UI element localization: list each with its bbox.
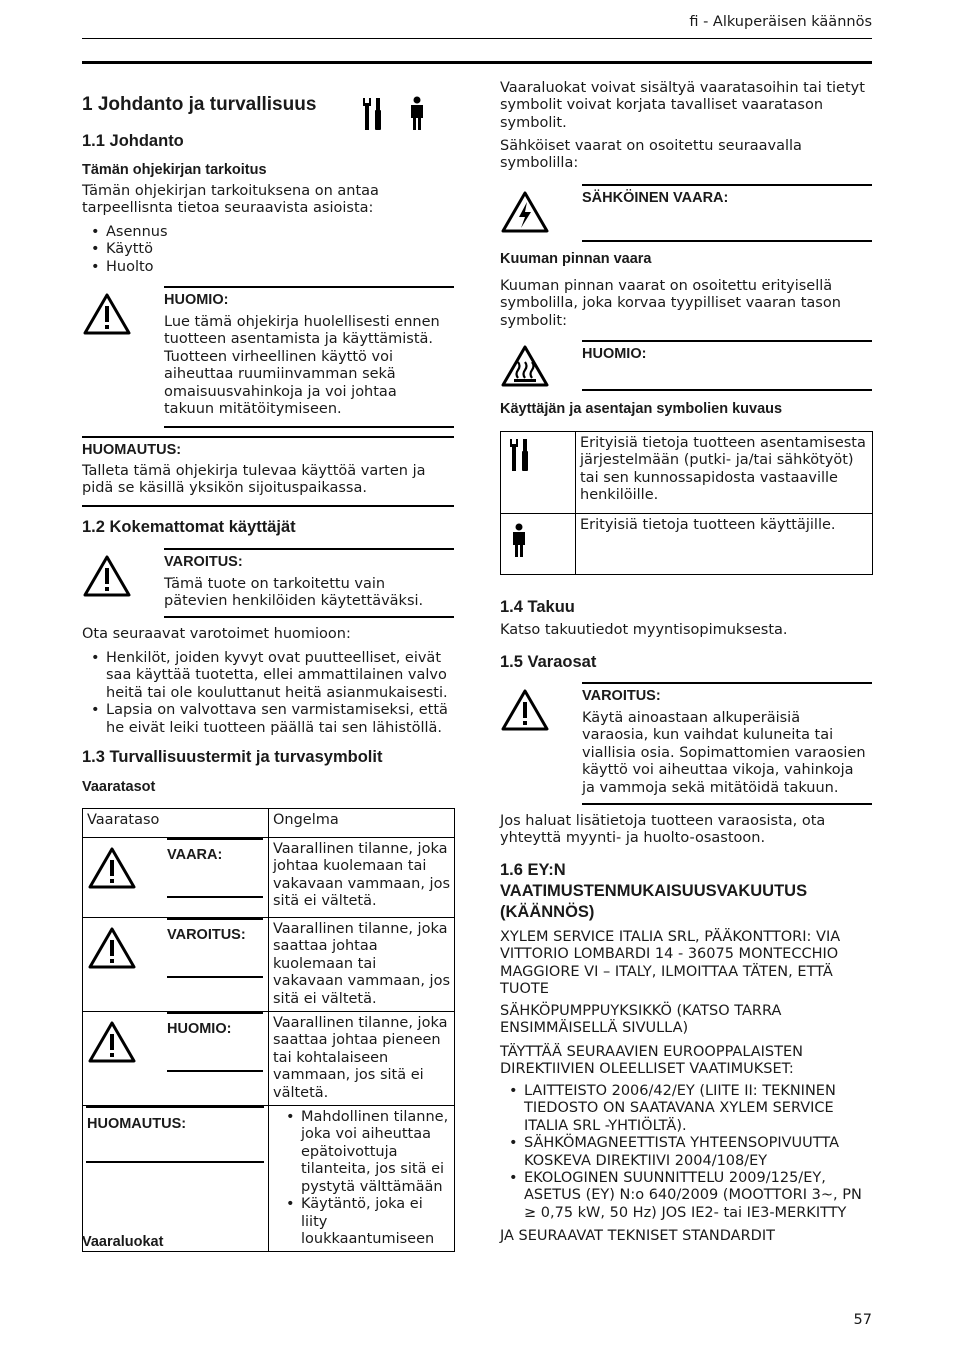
- note-label: VAROITUS:: [164, 554, 243, 570]
- hot-surface-icon: [500, 344, 550, 388]
- warning-triangle-icon: [82, 292, 132, 336]
- note-rule: [167, 918, 263, 920]
- ec-directives-list: [500, 1083, 872, 1222]
- list-item: • Käytäntö, joka ei liity loukkaantumiseen: [277, 1196, 450, 1248]
- note-label: VAROITUS:: [582, 688, 661, 704]
- header-rule: [82, 38, 872, 39]
- symbol-description: Erityisiä tietoja tuotteen asentamisesta järjestelmään (putki- ja/tai sähkötyöt) tai sen kunnossapidosta vastaaville henkilöille.: [576, 432, 873, 514]
- list-item: • Mahdollinen tilanne, joka voi aiheuttaa epätoivottuja tilanteita, jos sitä ei pystytä välttämään: [277, 1109, 450, 1196]
- symbol-description: Erityisiä tietoja tuotteen käyttäjille.: [576, 514, 873, 575]
- precautions-list: [82, 650, 454, 737]
- section-1-5-title: 1.5 Varaosat: [500, 653, 597, 671]
- person-icon: [509, 523, 529, 559]
- note-rule: [164, 548, 454, 550]
- note-rule: [167, 896, 263, 898]
- note-rule: [582, 184, 872, 186]
- ec-paragraph: TÄYTTÄÄ SEURAAVIEN EUROOPPALAISTEN DIREKTIIVIEN OLEELLISET VAATIMUKSET:: [500, 1044, 803, 1078]
- varoitus-note: [82, 548, 454, 620]
- hot-note: [500, 340, 872, 392]
- warning-triangle-icon: [87, 1020, 137, 1064]
- list-item: • LAITTEISTO 2006/42/EY (LIITE II: TEKNINEN TIEDOSTO ON SAATAVANA XYLEM SERVICE ITALIA SRL -YHTIÖLTÄ).: [500, 1083, 872, 1135]
- list-item: • EKOLOGINEN SUUNNITTELU 2009/125/EY, ASETUS (EY) N:o 640/2009 (MOOTTORI 3~, PN ≥ 0,75 kW, 50 Hz) JOS IE2- tai IE3-MERKITTY: [500, 1170, 872, 1222]
- section-1-4-title: 1.4 Takuu: [500, 598, 575, 616]
- note-rule: [167, 976, 263, 978]
- note-rule: [582, 682, 872, 684]
- note-rule: [82, 505, 454, 507]
- note-rule: [582, 240, 872, 242]
- level-description: Vaarallinen tilanne, joka saattaa johtaa pieneen tai kohtalaiseen vammaan, jos sitä ei vältetä.: [269, 1012, 455, 1106]
- chapter-title: 1 Johdanto ja turvallisuus: [82, 94, 317, 115]
- level-label: HUOMIO:: [167, 1021, 232, 1038]
- note-rule: [164, 426, 454, 428]
- list-item: • Lapsia on valvottava sen varmistamiseksi, että he eivät leiki tuotteen päällä tai sen lähistöllä.: [82, 702, 454, 737]
- warning-triangle-icon: [87, 926, 137, 970]
- symbol-cell: [501, 432, 576, 514]
- note-rule: [82, 436, 454, 438]
- hot-heading: Kuuman pinnan vaara: [500, 251, 652, 267]
- level-label: HUOMAUTUS:: [87, 1116, 187, 1133]
- note-rule: [582, 803, 872, 805]
- spare-varoitus-note: [500, 682, 872, 806]
- list-item: • Henkilöt, joiden kyvyt ovat puutteelliset, eivät saa käyttää tuotetta, ellei ammattilainen valvo heitä tai ole kouluttanut heitä asianmukaisesti.: [82, 650, 454, 702]
- purpose-text: Tämän ohjekirjan tarkoituksena on antaa tarpeellisnta tietoa seuraavista asioista:: [82, 183, 379, 217]
- note-rule: [164, 286, 454, 288]
- section-1-3-title: 1.3 Turvallisuustermit ja turvasymbolit: [82, 748, 383, 766]
- note-rule: [167, 1012, 263, 1014]
- level-cell: [83, 1106, 269, 1252]
- running-header: fi - Alkuperäisen käännös: [689, 14, 872, 30]
- table-header: Ongelma: [269, 809, 455, 838]
- note-rule: [86, 1161, 264, 1163]
- electric-text: Sähköiset vaarat on osoitettu seuraavalla symbolilla:: [500, 138, 802, 172]
- warning-triangle-icon: [87, 846, 137, 890]
- symbol-cell: [501, 514, 576, 575]
- note-rule: [167, 1070, 263, 1072]
- ec-paragraph: XYLEM SERVICE ITALIA SRL, PÄÄKONTTORI: VIA VITTORIO LOMBARDI 14 - 36075 MONTECCHIO MAGGIORE VI – ITALY, ILMOITTAA TÄTEN, ETTÄ TUOTE: [500, 929, 841, 998]
- table-row: [501, 514, 873, 575]
- levels-heading: Vaaratasot: [82, 779, 156, 795]
- hazard-level-table: [82, 808, 455, 1252]
- tools-icon: [360, 96, 384, 132]
- list-item: • SÄHKÖMAGNEETTISTA YHTEENSOPIVUUTTA KOSKEVA DIREKTIIVI 2004/108/EY: [500, 1135, 872, 1170]
- hot-text: Kuuman pinnan vaarat on osoitettu erityisellä symbolilla, joka korvaa tyypilliset vaaran tason symbolit:: [500, 278, 841, 329]
- note-label: HUOMIO:: [164, 292, 229, 308]
- note-label: SÄHKÖINEN VAARA:: [582, 190, 729, 206]
- purpose-heading: Tämän ohjekirjan tarkoitus: [82, 162, 267, 178]
- section-1-6-title: 1.6 EY:N VAATIMUSTENMUKAISUUSVAKUUTUS (KÄÄNNÖS): [500, 861, 808, 921]
- warning-triangle-icon: [500, 688, 550, 732]
- precautions-intro: Ota seuraavat varotoimet huomioon:: [82, 626, 351, 642]
- page-number: 57: [853, 1312, 872, 1328]
- level-cell: [83, 918, 269, 1012]
- person-icon: [407, 96, 427, 132]
- table-row: [83, 838, 455, 918]
- table-header: Vaarataso: [83, 809, 269, 838]
- note-rule: [582, 389, 872, 391]
- huomautus-text: Talleta tämä ohjekirja tulevaa käyttöä varten ja pidä se käsillä yksikön sijoituspaikassa.: [82, 463, 426, 497]
- table-row: [501, 432, 873, 514]
- section-1-2-title: 1.2 Kokemattomat käyttäjät: [82, 518, 296, 536]
- level-cell: [83, 838, 269, 918]
- list-item: • Käyttö: [82, 241, 454, 258]
- classes-heading: Vaaraluokat: [82, 1234, 164, 1250]
- purpose-list: [82, 224, 454, 276]
- level-description: Vaarallinen tilanne, joka saattaa johtaa kuolemaan tai vakavaan vammaan, jos sitä ei vältetä.: [269, 918, 455, 1012]
- spare-text: Jos haluat lisätietoja tuotteen varaosista, ota yhteyttä myynti- ja huolto-osastoon.: [500, 813, 826, 847]
- list-item: • Asennus: [82, 224, 454, 241]
- electric-note: [500, 184, 872, 244]
- huomautus-label: HUOMAUTUS:: [82, 442, 182, 458]
- table-header-row: [83, 809, 455, 838]
- classes-text: Vaaraluokat voivat sisältyä vaaratasoihin tai tietyt symbolit voivat korjata tavalliset vaaratason symbolit.: [500, 80, 865, 131]
- list-item: • Huolto: [82, 259, 454, 276]
- warning-triangle-icon: [82, 554, 132, 598]
- note-rule: [167, 838, 263, 840]
- symbols-heading: Käyttäjän ja asentajan symbolien kuvaus: [500, 401, 783, 417]
- note-text: Käytä ainoastaan alkuperäisiä varaosia, kun vaihdat kuluneita tai viallisia osia. Sopimattomien varaosien käyttö voi aiheuttaa vikoja, vahinkoja ja vammoja sekä mitätöidä takuun.: [582, 710, 866, 796]
- note-rule: [582, 340, 872, 342]
- level-label: VAROITUS:: [167, 927, 246, 943]
- level-description: [269, 1106, 455, 1252]
- huomautus-list: [273, 1109, 450, 1248]
- table-row: [83, 918, 455, 1012]
- level-description: Vaarallinen tilanne, joka johtaa kuolemaan tai vakavaan vammaan, jos sitä ei vältetä.: [269, 838, 455, 918]
- tools-icon: [507, 437, 531, 473]
- note-text: Tämä tuote on tarkoitettu vain pätevien henkilöiden käytettäväksi.: [164, 576, 424, 610]
- ec-paragraph: SÄHKÖPUMPPUYKSIKKÖ (KATSO TARRA ENSIMMÄISELLÄ SIVULLA): [500, 1003, 782, 1037]
- level-cell: [83, 1012, 269, 1106]
- electric-hazard-icon: [500, 190, 550, 234]
- note-rule: [86, 1106, 264, 1108]
- note-text: Lue tämä ohjekirja huolellisesti ennen tuotteen asentamista ja käyttämistä. Tuotteen virheellinen käyttö voi aiheuttaa ruumiinvamman sekä omaisuusvahinkoja ja voi johtaa takuun mitätöitymiseen.: [164, 314, 440, 418]
- top-rule: [82, 61, 872, 64]
- note-label: HUOMIO:: [582, 346, 647, 362]
- chapter-title-row: [82, 94, 454, 116]
- section-1-1-title: 1.1 Johdanto: [82, 132, 184, 150]
- warranty-text: Katso takuutiedot myyntisopimuksesta.: [500, 622, 788, 638]
- huomio-note: [82, 286, 454, 428]
- table-row: [83, 1106, 455, 1252]
- symbols-table: [500, 431, 873, 575]
- table-row: [83, 1012, 455, 1106]
- note-rule: [164, 616, 454, 618]
- level-label: VAARA:: [167, 847, 223, 863]
- ec-paragraph: JA SEURAAVAT TEKNISET STANDARDIT: [500, 1228, 775, 1244]
